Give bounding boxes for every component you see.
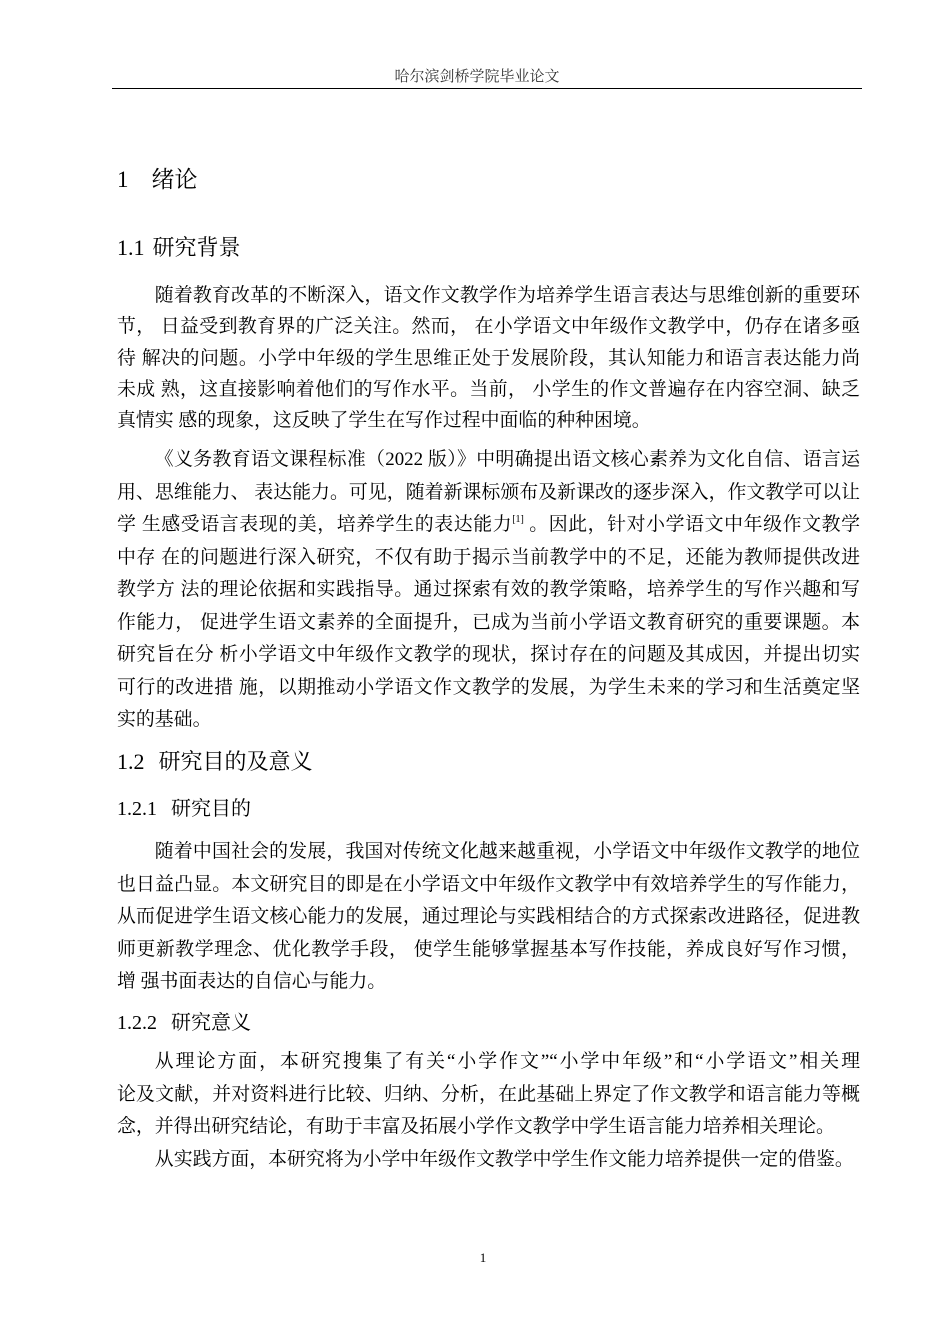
line-text: 学 生感受语言表现的美，培养学生的表达能力 bbox=[117, 514, 513, 535]
chapter-number: 1 bbox=[117, 167, 129, 192]
paragraph-line: 也日益凸显。本文研究目的即是在小学语文中年级作文教学中有效培养学生的写作能力， bbox=[117, 873, 860, 895]
paragraph-line: 随着教育改革的不断深入，语文作文教学作为培养学生语言表达与思维创新的重要环 bbox=[154, 285, 860, 306]
paragraph-line: 中存 在的问题进行深入研究，不仅有助于揭示当前教学中的不足，还能为教师提供改进 bbox=[117, 546, 860, 568]
paragraph-line: 从而促进学生语文核心能力的发展，通过理论与实践相结合的方式探索改进路径，促进教 bbox=[117, 906, 860, 927]
running-header bbox=[352, 68, 602, 86]
header-title: 哈尔滨剑桥学院毕业论文 bbox=[394, 69, 560, 85]
subsection-heading-research-significance bbox=[117, 1009, 251, 1036]
paragraph-line: 《义务教育语文课程标准（2022 版）》中明确提出语文核心素养为文化自信、语言运 bbox=[154, 449, 860, 470]
paragraph-line: 论及文献，并对资料进行比较、归纳、分析，在此基础上界定了作文教学和语言能力等概 bbox=[117, 1083, 860, 1105]
paragraph-line: 未成 熟，这直接影响着他们的写作水平。当前， 小学生的作文普遍存在内容空洞、缺乏 bbox=[117, 378, 860, 400]
paragraph-line: 教学方 法的理论依据和实践指导。通过探索有效的教学策略，培养学生的写作兴趣和写 bbox=[117, 579, 860, 600]
paragraph-line: 师更新教学理念、优化教学手段， 使学生能够掌握基本写作技能，养成良好写作习惯， bbox=[117, 938, 860, 960]
paragraph-background-2 bbox=[117, 444, 860, 737]
chapter-heading bbox=[117, 164, 198, 196]
paragraph-line: 真情实 感的现象，这反映了学生在写作过程中面临的种种困境。 bbox=[117, 410, 651, 432]
subsection-heading-research-purpose bbox=[117, 795, 251, 822]
subsection-number: 1.2.1 bbox=[117, 798, 157, 820]
section-title: 研究目的及意义 bbox=[158, 750, 313, 775]
paragraph-research-purpose bbox=[117, 836, 860, 999]
paragraph-line: 念，并得出研究结论，有助于丰富及拓展小学作文教学中学生语言能力培养相关理论。 bbox=[117, 1116, 835, 1138]
subsection-title: 研究目的 bbox=[171, 796, 251, 820]
page-number: 1 bbox=[479, 1250, 487, 1265]
section-heading-research-background bbox=[117, 233, 241, 264]
paragraph-line: 随着中国社会的发展，我国对传统文化越来越重视，小学语文中年级作文教学的地位 bbox=[154, 841, 860, 862]
paragraph-line: 可行的改进措 施，以期推动小学语文作文教学的发展，为学生未来的学习和生活奠定坚 bbox=[117, 676, 860, 698]
paragraph-line: 用、思维能力、 表达能力。可见，随着新课标颁布及新课改的逐步深入，作文教学可以让 bbox=[117, 481, 860, 503]
paragraph-line: 作能力， 促进学生语文素养的全面提升，已成为当前小学语文教育研究的重要课题。本 bbox=[117, 611, 860, 633]
header-rule bbox=[112, 88, 862, 89]
paragraphs-research-significance bbox=[117, 1046, 860, 1177]
paragraph-line: 增 强书面表达的自信心与能力。 bbox=[117, 971, 387, 992]
chapter-title: 绪论 bbox=[151, 167, 198, 193]
section-number: 1.2 bbox=[117, 749, 145, 774]
paragraph-line: 待 解决的问题。小学中年级的学生思维正处于发展阶段，其认知能力和语言表达能力尚 bbox=[117, 347, 860, 369]
citation-marker: [1] bbox=[512, 514, 524, 525]
line-text: 。因此，针对小学语文中年级作文教学 bbox=[523, 514, 860, 535]
subsection-number: 1.2.2 bbox=[117, 1012, 157, 1034]
subsection-title: 研究意义 bbox=[171, 1010, 251, 1034]
paragraph-line: 研究旨在分 析小学语文中年级作文教学的现状，探讨存在的问题及其成因，并提出切实 bbox=[117, 644, 860, 665]
paragraph-background-1 bbox=[117, 280, 860, 436]
paragraph-line-with-citation bbox=[117, 509, 860, 542]
section-title: 研究背景 bbox=[152, 236, 241, 261]
section-number: 1.1 bbox=[117, 235, 145, 260]
section-heading-purpose-and-significance bbox=[117, 747, 313, 778]
paragraph-line: 从实践方面，本研究将为小学中年级作文教学中学生作文能力培养提供一定的借鉴。 bbox=[154, 1149, 854, 1171]
paragraph-line: 节， 日益受到教育界的广泛关注。然而， 在小学语文中年级作文教学中，仍存在诸多亟 bbox=[117, 316, 860, 338]
paragraph-line: 实的基础。 bbox=[117, 709, 212, 730]
paragraph-line: 从理论方面，本研究搜集了有关“小学作文”“小学中年级”和“小学语文”相关理 bbox=[154, 1051, 860, 1072]
